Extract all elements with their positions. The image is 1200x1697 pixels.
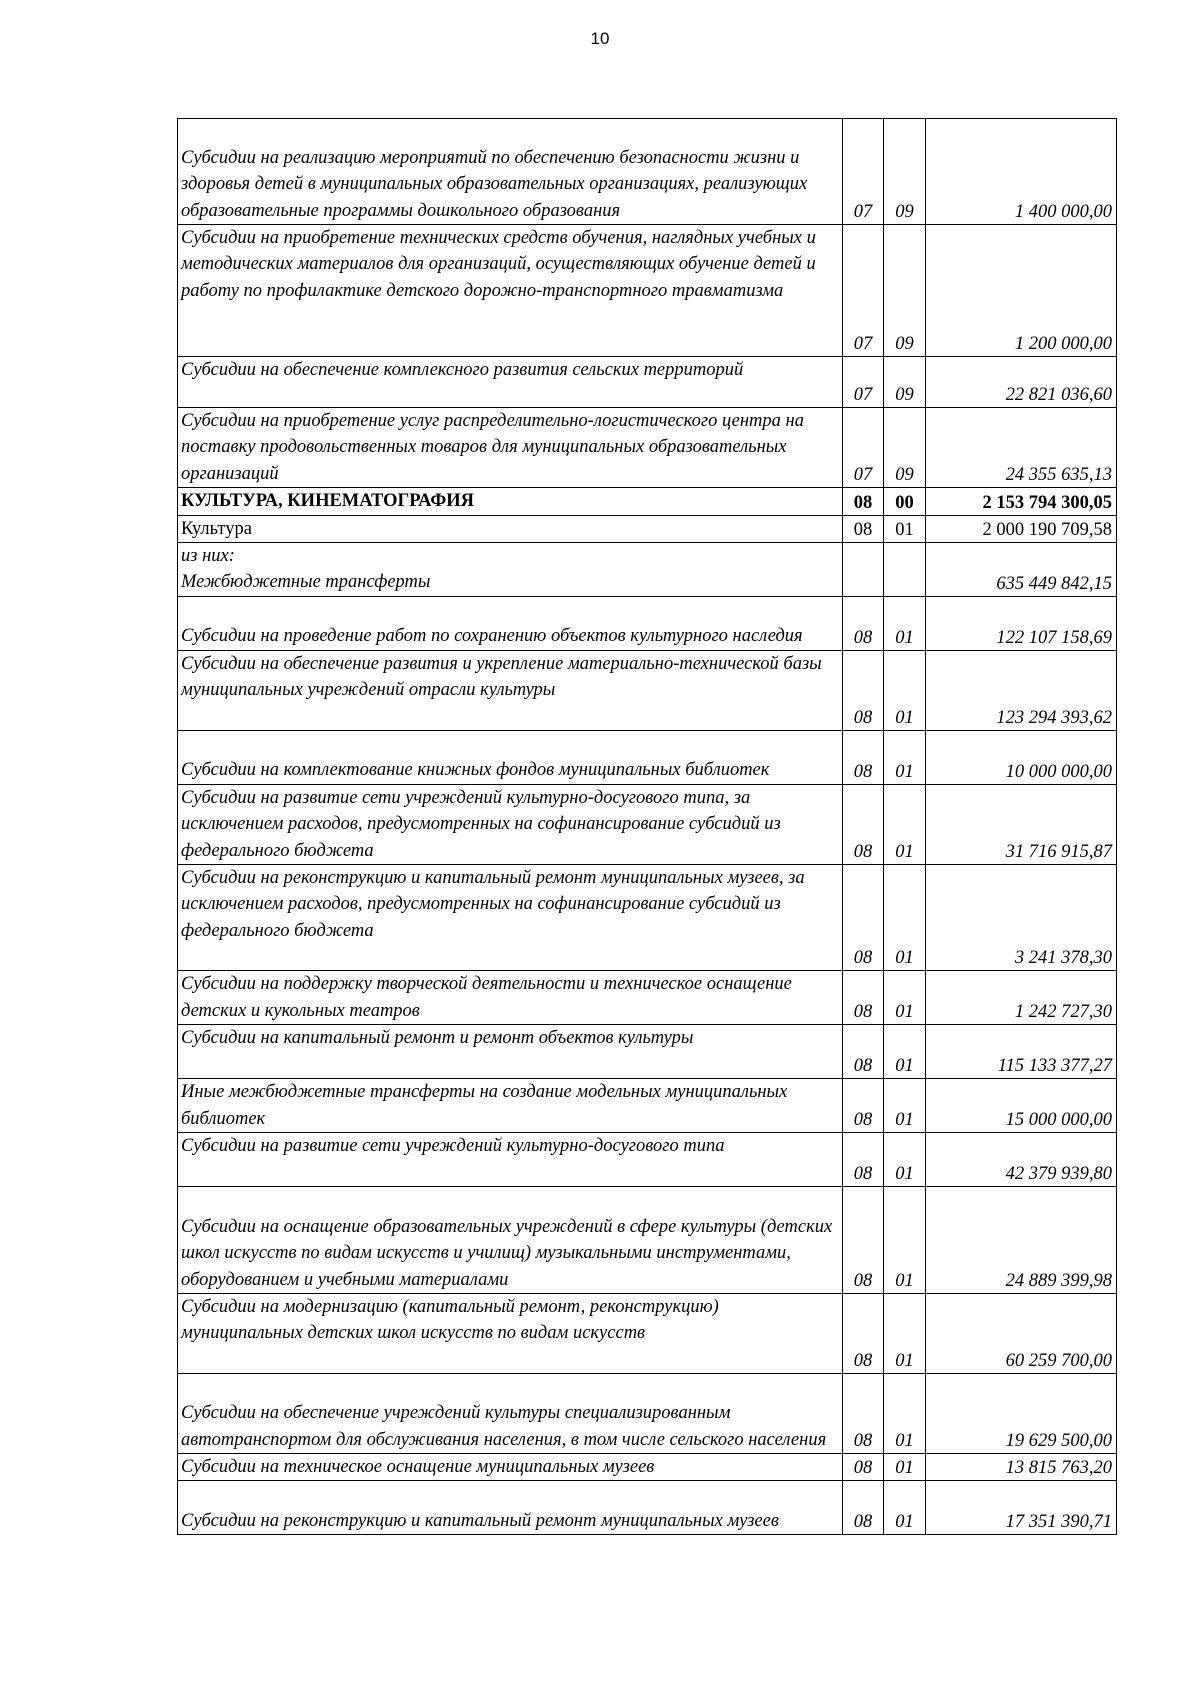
row-subsection-code: 09: [884, 225, 926, 357]
row-amount: 15 000 000,00: [926, 1079, 1117, 1133]
table-row: [178, 1133, 1117, 1187]
row-amount: 123 294 393,62: [926, 650, 1117, 730]
row-description-note: из них:: [181, 546, 235, 567]
row-section-code: 08: [843, 650, 884, 730]
table-row: [178, 1025, 1117, 1079]
row-subsection-code: 09: [884, 408, 926, 488]
table-row-subsection: [178, 515, 1117, 542]
row-subsection-code: 01: [884, 515, 926, 542]
table-row: [178, 1481, 1117, 1535]
row-subsection-code: 01: [884, 971, 926, 1025]
row-subsection-code: 01: [884, 1294, 926, 1374]
row-subsection-code: 01: [884, 1025, 926, 1079]
row-subsection-code: 01: [884, 1079, 926, 1133]
row-description: КУЛЬТУРА, КИНЕМАТОГРАФИЯ: [178, 488, 843, 515]
row-description: Субсидии на проведение работ по сохранению объектов культурного наследия: [178, 596, 843, 650]
row-amount: 635 449 842,15: [926, 543, 1117, 597]
row-subsection-code: 01: [884, 865, 926, 971]
row-description: [178, 543, 843, 597]
row-description: Субсидии на развитие сети учреждений культурно-досугового типа, за исключением расходов, предусмотренных на софинансирование субсидий из федерального бюджета: [178, 784, 843, 864]
row-amount: 13 815 763,20: [926, 1454, 1117, 1481]
row-section-code: 08: [843, 1294, 884, 1374]
row-amount: 2 153 794 300,05: [926, 488, 1117, 515]
row-section-code: 08: [843, 865, 884, 971]
row-section-code: 07: [843, 408, 884, 488]
row-subsection-code: 09: [884, 119, 926, 225]
table-row: [178, 225, 1117, 357]
row-section-code: 07: [843, 357, 884, 408]
table-row: [178, 408, 1117, 488]
table-row: [178, 357, 1117, 408]
row-subsection-code: 00: [884, 488, 926, 515]
row-amount: 42 379 939,80: [926, 1133, 1117, 1187]
row-amount: 17 351 390,71: [926, 1481, 1117, 1535]
row-description: Субсидии на обеспечение учреждений культуры специализированным автотранспортом для обслуживания населения, в том числе сельского населения: [178, 1374, 843, 1454]
row-section-code: 08: [843, 730, 884, 784]
row-amount: 22 821 036,60: [926, 357, 1117, 408]
row-amount: 24 355 635,13: [926, 408, 1117, 488]
table-row: [178, 119, 1117, 225]
table-row: [178, 1294, 1117, 1374]
row-amount: 1 242 727,30: [926, 971, 1117, 1025]
row-subsection-code: 01: [884, 1374, 926, 1454]
table-row: [178, 596, 1117, 650]
row-description: Субсидии на капитальный ремонт и ремонт объектов культуры: [178, 1025, 843, 1079]
row-section-code: 08: [843, 596, 884, 650]
row-subsection-code: [884, 543, 926, 597]
row-section-code: 08: [843, 1079, 884, 1133]
row-subsection-code: 01: [884, 1187, 926, 1294]
row-subsection-code: 01: [884, 784, 926, 864]
row-amount: 2 000 190 709,58: [926, 515, 1117, 542]
row-amount: 24 889 399,98: [926, 1187, 1117, 1294]
table-row: [178, 730, 1117, 784]
row-section-code: 08: [843, 1133, 884, 1187]
row-section-code: 08: [843, 515, 884, 542]
row-description: Субсидии на реконструкцию и капитальный ремонт муниципальных музеев, за исключением расходов, предусмотренных на софинансирование субсидий из федерального бюджета: [178, 865, 843, 971]
row-description: Субсидии на оснащение образовательных учреждений в сфере культуры (детских школ искусств по видам искусств и училищ) музыкальными инструментами, оборудованием и учебными материалами: [178, 1187, 843, 1294]
table-row: [178, 543, 1117, 597]
row-section-code: 08: [843, 1481, 884, 1535]
row-description: Субсидии на техническое оснащение муниципальных музеев: [178, 1454, 843, 1481]
row-description: Субсидии на реконструкцию и капитальный ремонт муниципальных музеев: [178, 1481, 843, 1535]
row-subsection-code: 01: [884, 730, 926, 784]
row-amount: 60 259 700,00: [926, 1294, 1117, 1374]
row-description: Субсидии на обеспечение комплексного развития сельских территорий: [178, 357, 843, 408]
table-row: [178, 1374, 1117, 1454]
row-description: Иные межбюджетные трансферты на создание модельных муниципальных библиотек: [178, 1079, 843, 1133]
page-number: 10: [590, 29, 610, 48]
row-section-code: 07: [843, 225, 884, 357]
row-amount: 122 107 158,69: [926, 596, 1117, 650]
row-description: Субсидии на комплектование книжных фондов муниципальных библиотек: [178, 730, 843, 784]
row-section-code: 08: [843, 1374, 884, 1454]
table-row: [178, 650, 1117, 730]
row-section-code: 08: [843, 488, 884, 515]
row-amount: 1 200 000,00: [926, 225, 1117, 357]
row-description: Субсидии на поддержку творческой деятельности и техническое оснащение детских и кукольных театров: [178, 971, 843, 1025]
row-amount: 31 716 915,87: [926, 784, 1117, 864]
row-section-code: 08: [843, 1454, 884, 1481]
row-section-code: [843, 543, 884, 597]
row-description: Субсидии на реализацию мероприятий по обеспечению безопасности жизни и здоровья детей в муниципальных образовательных организациях, реализующих образовательные программы дошкольного образования: [178, 119, 843, 225]
row-section-code: 08: [843, 971, 884, 1025]
table-row: [178, 1187, 1117, 1294]
row-section-code: 07: [843, 119, 884, 225]
row-subsection-code: 01: [884, 650, 926, 730]
row-amount: 19 629 500,00: [926, 1374, 1117, 1454]
row-section-code: 08: [843, 1187, 884, 1294]
row-description: Субсидии на развитие сети учреждений культурно-досугового типа: [178, 1133, 843, 1187]
row-description: Субсидии на обеспечение развития и укрепление материально-технической базы муниципальных учреждений отрасли культуры: [178, 650, 843, 730]
budget-table: [177, 118, 1117, 1535]
row-subsection-code: 01: [884, 1454, 926, 1481]
row-description: Культура: [178, 515, 843, 542]
row-description-title: Межбюджетные трансферты: [181, 572, 431, 593]
row-subsection-code: 01: [884, 1481, 926, 1535]
row-subsection-code: 09: [884, 357, 926, 408]
row-description: Субсидии на приобретение технических средств обучения, наглядных учебных и методических материалов для организаций, осуществляющих обучение детей и работу по профилактике детского дорожно-транспортного травматизма: [178, 225, 843, 357]
row-section-code: 08: [843, 1025, 884, 1079]
row-description: Субсидии на приобретение услуг распределительно-логистического центра на поставку продовольственных товаров для муниципальных образовательных организаций: [178, 408, 843, 488]
row-subsection-code: 01: [884, 1133, 926, 1187]
row-subsection-code: 01: [884, 596, 926, 650]
table-row: [178, 784, 1117, 864]
table-row: [178, 865, 1117, 971]
table-row: [178, 1079, 1117, 1133]
table-row: [178, 971, 1117, 1025]
row-description: Субсидии на модернизацию (капитальный ремонт, реконструкцию) муниципальных детских школ искусств по видам искусств: [178, 1294, 843, 1374]
row-amount: 1 400 000,00: [926, 119, 1117, 225]
row-section-code: 08: [843, 784, 884, 864]
table-row: [178, 1454, 1117, 1481]
row-amount: 10 000 000,00: [926, 730, 1117, 784]
row-amount: 3 241 378,30: [926, 865, 1117, 971]
row-amount: 115 133 377,27: [926, 1025, 1117, 1079]
table-row-section: [178, 488, 1117, 515]
